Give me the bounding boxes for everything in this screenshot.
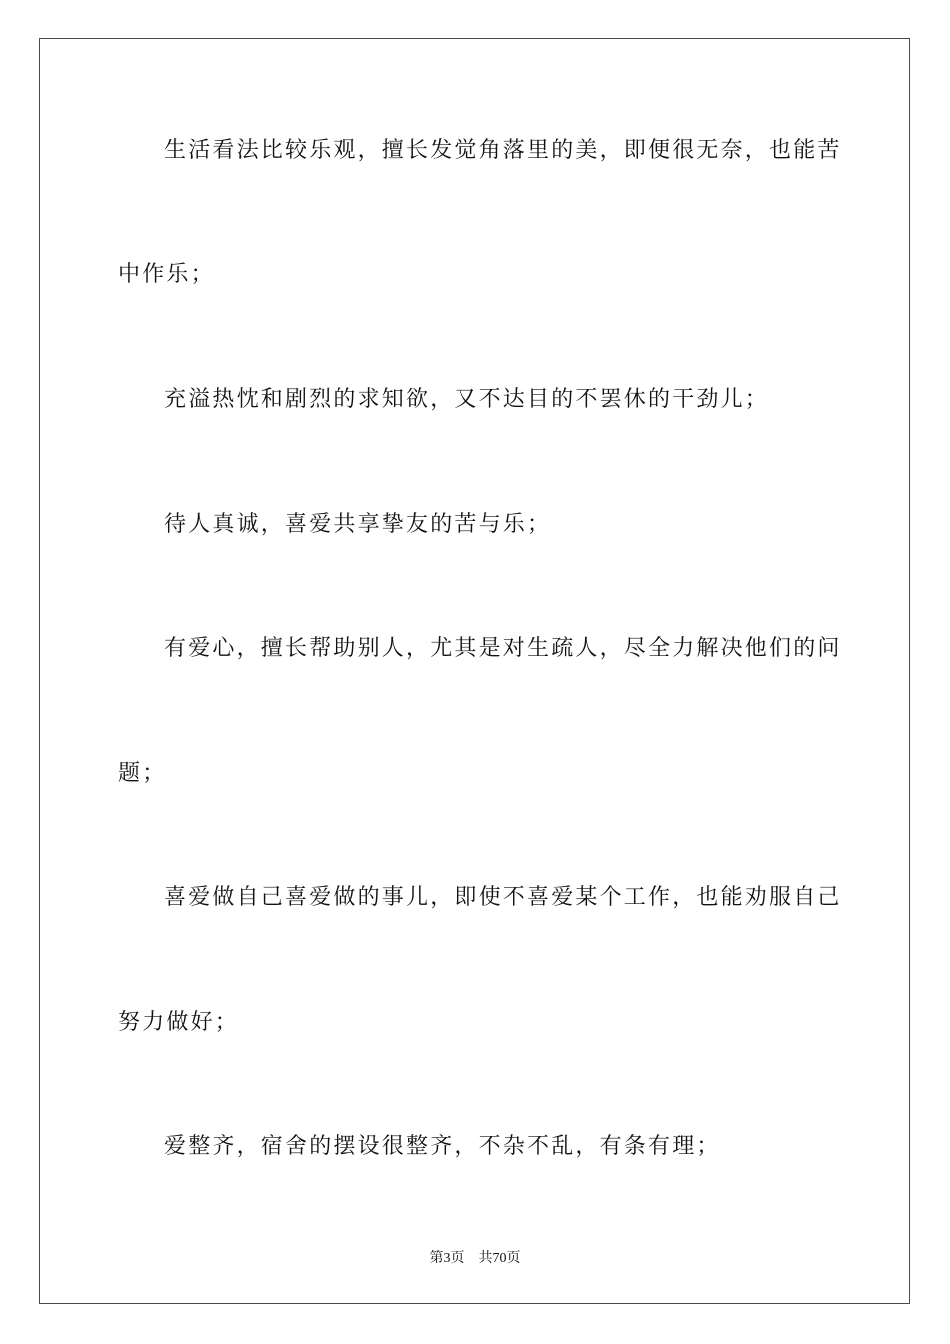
paragraph-line-6: 题； <box>118 761 167 786</box>
page-footer <box>0 1247 950 1267</box>
page-total: 共70页 <box>478 1251 521 1266</box>
paragraph-line-1: 生活看法比较乐观，擅长发觉角落里的美，即便很无奈，也能苦 <box>164 138 842 163</box>
page-number: 第3页 <box>429 1251 465 1266</box>
paragraph-line-8: 努力做好； <box>118 1010 240 1035</box>
paragraph-line-4: 待人真诚，喜爱共享挚友的苦与乐； <box>164 512 552 537</box>
paragraph-line-9: 爱整齐，宿舍的摆设很整齐，不杂不乱，有条有理； <box>164 1134 721 1159</box>
paragraph-line-5: 有爱心，擅长帮助别人，尤其是对生疏人，尽全力解决他们的问 <box>164 636 842 661</box>
paragraph-line-7: 喜爱做自己喜爱做的事儿，即使不喜爱某个工作，也能劝服自己 <box>164 885 842 910</box>
paragraph-line-2: 中作乐； <box>118 262 215 287</box>
paragraph-line-3: 充溢热忱和剧烈的求知欲，又不达目的不罢休的干劲儿； <box>164 387 770 412</box>
page-border <box>39 38 910 1304</box>
